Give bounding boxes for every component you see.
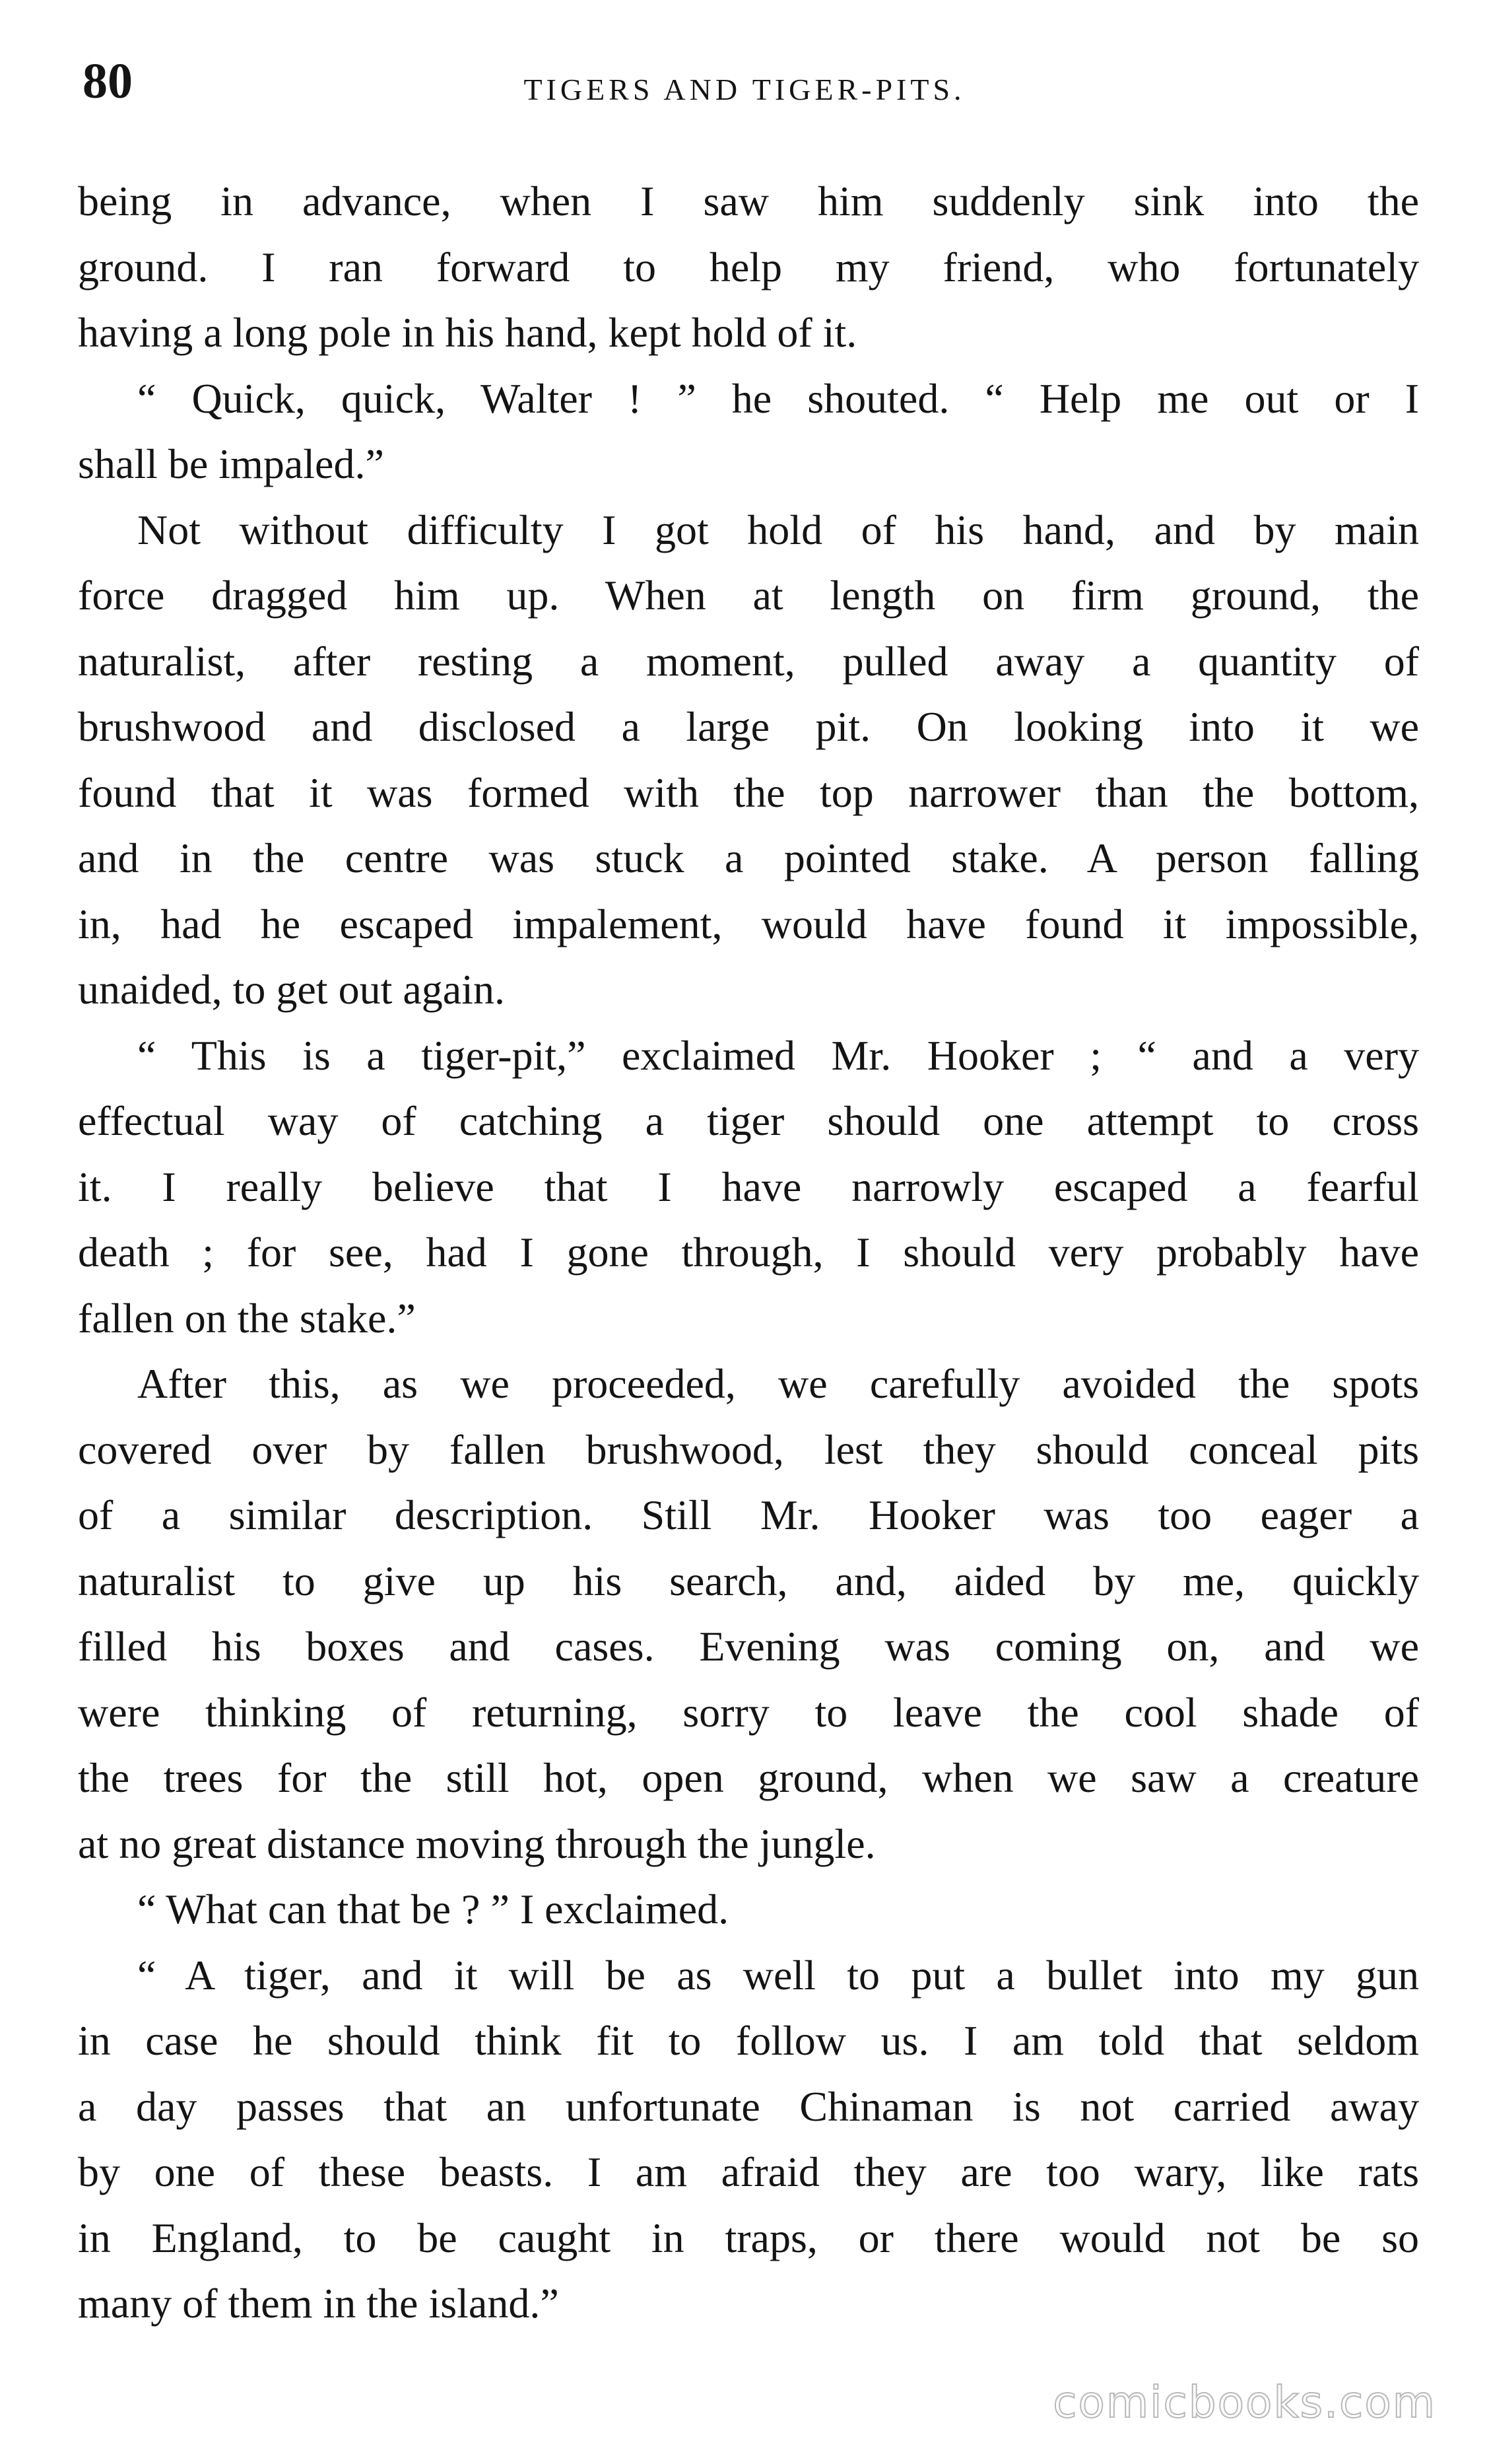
body-text — [78, 168, 1419, 2337]
text-line: of a similar description. Still Mr. Hooker was too eager a — [78, 1491, 1419, 1538]
text-line: covered over by fallen brushwood, lest they should conceal pits — [78, 1425, 1419, 1473]
watermark: comicbooks.com — [1053, 2377, 1436, 2428]
text-line: After this, as we proceeded, we carefully avoided the spots — [137, 1360, 1419, 1407]
text-line: “ Quick, quick, Walter ! ” he shouted. “ Help me out or I — [137, 374, 1419, 422]
text-line: force dragged him up. When at length on firm ground, the — [78, 572, 1419, 619]
text-line: in, had he escaped impalement, would have found it impossible, — [78, 900, 1419, 947]
text-line: at no great distance moving through the jungle. — [78, 1820, 876, 1867]
text-line: by one of these beasts. I am afraid they are too wary, like rats — [78, 2148, 1419, 2195]
text-line: being in advance, when I saw him suddenly sink into the — [78, 178, 1419, 224]
running-head-title: TIGERS AND TIGER-PITS. — [523, 73, 966, 106]
text-line: death ; for see, had I gone through, I should very probably have — [78, 1229, 1419, 1276]
text-line: and in the centre was stuck a pointed stake. A person falling — [78, 835, 1419, 881]
text-line: Not without difficulty I got hold of his hand, and by main — [137, 506, 1419, 553]
page-number: 80 — [83, 53, 133, 109]
text-line: a day passes that an unfortunate Chinaman is not carried away — [78, 2082, 1419, 2130]
text-line: having a long pole in his hand, kept hold of it. — [78, 309, 857, 356]
text-line: “ This is a tiger-pit,” exclaimed Mr. Hooker ; “ and a very — [137, 1031, 1419, 1079]
text-line: found that it was formed with the top narrower than the bottom, — [78, 769, 1419, 816]
text-line: shall be impaled.” — [78, 440, 384, 487]
text-line: “ What can that be ? ” I exclaimed. — [137, 1886, 729, 1933]
text-line: were thinking of returning, sorry to leave the cool shade of — [78, 1688, 1419, 1736]
text-line: it. I really believe that I have narrowly escaped a fearful — [78, 1163, 1419, 1210]
text-line: effectual way of catching a tiger should one attempt to cross — [78, 1097, 1419, 1144]
text-line: ground. I ran forward to help my friend, who fortunately — [78, 243, 1419, 291]
text-line: many of them in the island.” — [78, 2280, 559, 2327]
text-line: naturalist, after resting a moment, pulled away a quantity of — [78, 637, 1419, 685]
text-line: in England, to be caught in traps, or there would not be so — [78, 2214, 1419, 2261]
text-line: naturalist to give up his search, and, aided by me, quickly — [78, 1557, 1419, 1604]
text-line: the trees for the still hot, open ground, when we saw a creature — [78, 1754, 1419, 1801]
text-line: fallen on the stake.” — [78, 1294, 416, 1342]
page-header — [0, 0, 1489, 132]
text-line: brushwood and disclosed a large pit. On looking into it we — [78, 703, 1419, 750]
text-line: filled his boxes and cases. Evening was coming on, and we — [78, 1623, 1419, 1670]
text-line: in case he should think fit to follow us. I am told that seldom — [78, 2017, 1419, 2064]
text-line: unaided, to get out again. — [78, 966, 505, 1013]
text-line: “ A tiger, and it will be as well to put a bullet into my gun — [137, 1951, 1419, 1999]
